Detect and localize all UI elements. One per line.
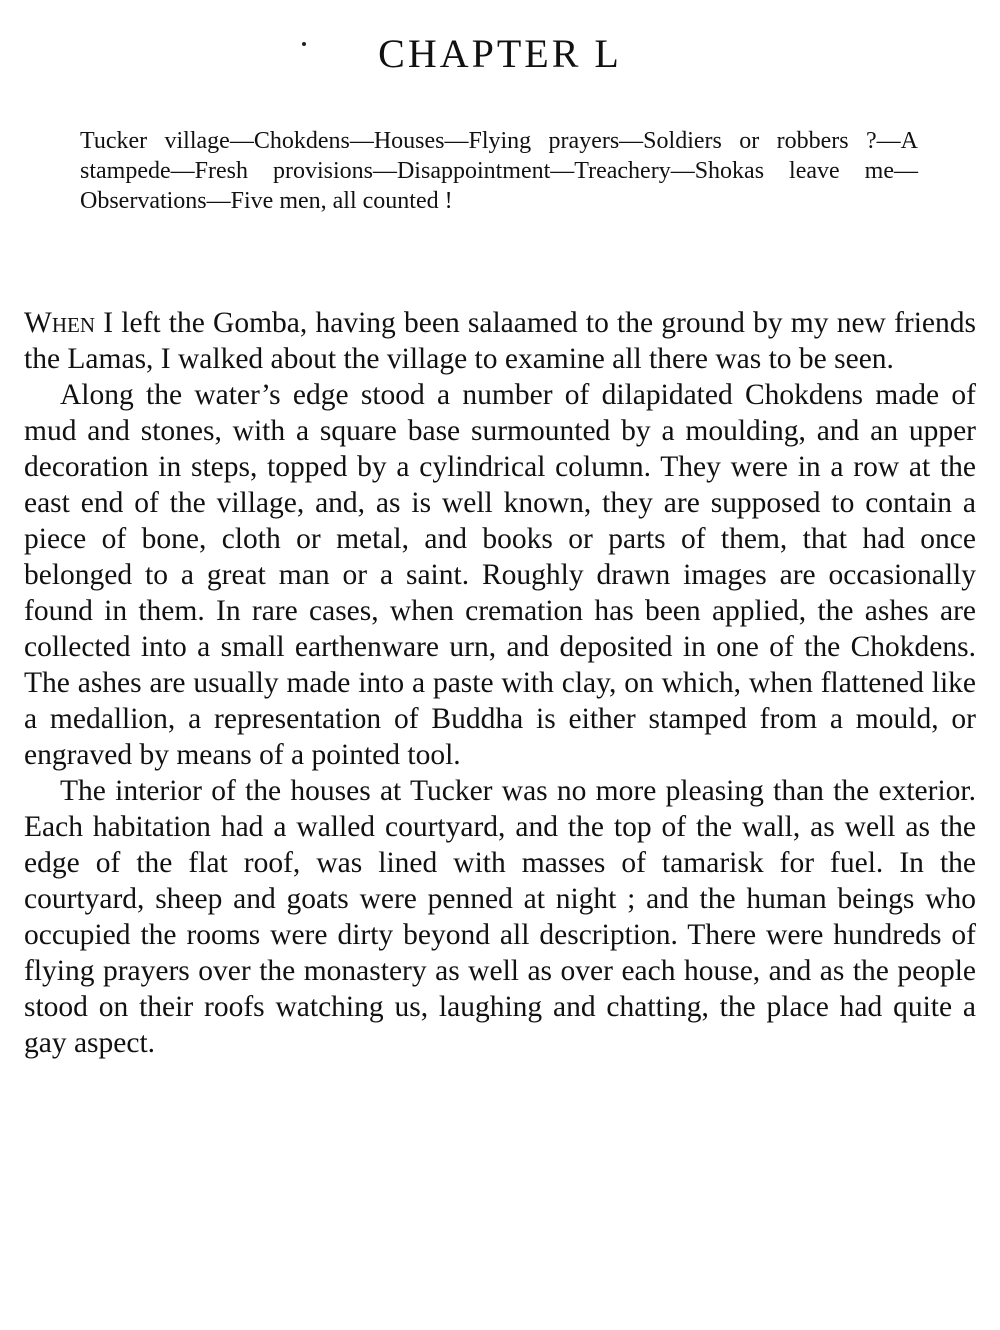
- chapter-title: CHAPTER L: [378, 31, 622, 76]
- chapter-body: [24, 305, 976, 1061]
- paragraph-1-text: I left the Gomba, having been salaamed to the ground by my new friends the Lamas, I walked about the village to examine all there was to be seen.: [24, 307, 976, 375]
- paragraph-2: Along the water’s edge stood a number of dilapidated Chokdens made of mud and stones, with a square base surmounted by a moulding, and an upper decoration in steps, topped by a cylindrical column. They were in a row at the east end of the village, and, as is well known, they are supposed to contain a piece of bone, cloth or metal, and books or parts of them, that had once belonged to a great man or a saint. Roughly drawn images are occasionally found in them. In rare cases, when cremation has been applied, the ashes are collected into a small earthenware urn, and deposited in one of the Chokdens. The ashes are usually made into a paste with clay, on which, when flattened like a medallion, a representation of Buddha is either stamped from a mould, or engraved by means of a pointed tool.: [24, 379, 976, 771]
- paragraph-3: The interior of the houses at Tucker was no more pleasing than the exterior. Each habitation had a walled courtyard, and the top of the wall, as well as the edge of the flat roof, was lined with masses of tamarisk for fuel. In the courtyard, sheep and goats were penned at night ; and the human beings who occupied the rooms were dirty beyond all description. There were hundreds of flying prayers over the monastery as well as over each house, and as the people stood on their roofs watching us, laughing and chatting, the place had quite a gay aspect.: [24, 775, 976, 1059]
- paragraph-1: [24, 305, 976, 377]
- paragraph-lead-word: When: [24, 307, 96, 339]
- chapter-summary: Tucker village—Chokdens—Houses—Flying prayers—Soldiers or robbers ?—A stampede—Fresh provisions—Disappointment—Treachery—Shokas leave me—Observations—Five men, all counted !: [80, 128, 918, 214]
